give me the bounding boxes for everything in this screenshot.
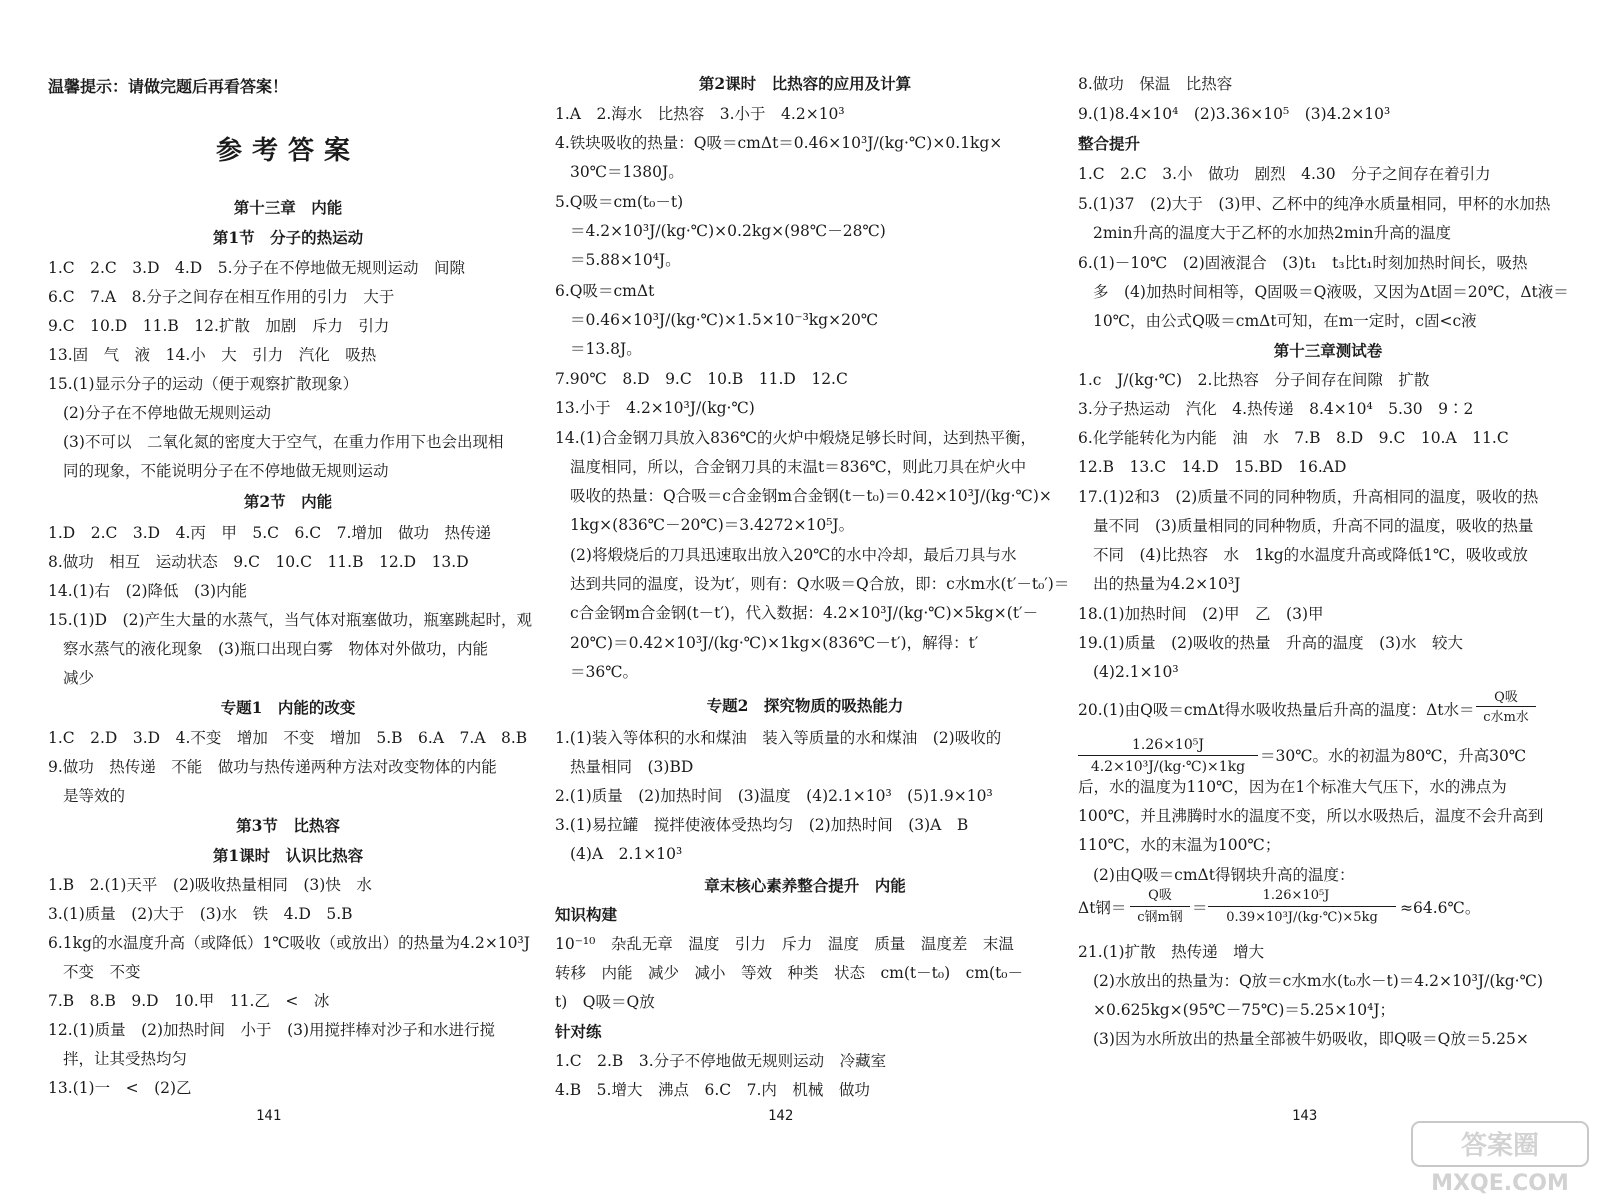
answer-line: 2min升高的温度大于乙杯的水加热2min升高的温度 <box>1093 224 1451 242</box>
answer-line: ＝36℃。 <box>570 663 639 681</box>
watermark-text: 答案圈 <box>1460 1131 1540 1161</box>
answer-line: ＝0.46×10³J/(kg·℃)×1.5×10⁻³kg×20℃ <box>570 311 879 329</box>
answer-line: Δt钢＝ <box>1078 899 1127 917</box>
answer-line: 察水蒸气的液化现象 (3)瓶口出现白雾 物体对外做功，内能 <box>63 640 488 658</box>
answer-line: 5.Q吸＝cm(t₀－t) <box>555 193 684 211</box>
answer-line: 是等效的 <box>63 787 126 805</box>
answer-line: 12.B 13.C 14.D 15.BD 16.AD <box>1078 458 1347 476</box>
answer-line: 吸收的热量：Q合吸＝c合金钢m合金钢(t－t₀)＝0.42×10³J/(kg·℃)× <box>570 487 1052 505</box>
fraction-bar <box>1208 906 1396 907</box>
answer-line: 拌，让其受热均匀 <box>63 1050 188 1068</box>
answer-line: 9.做功 热传递 不能 做功与热传递两种方法对改变物体的内能 <box>48 758 497 776</box>
page-number: 143 <box>1292 1108 1318 1124</box>
fraction-bar <box>1130 906 1190 907</box>
answer-line: 100℃，并且沸腾时水的温度不变，所以水吸热后，温度不会升高到 <box>1078 807 1544 825</box>
answer-line: ＝5.88×10⁴J。 <box>570 251 681 269</box>
answer-line: 15.(1)D (2)产生大量的水蒸气，当气体对瓶塞做功，瓶塞跳起时，观 <box>48 611 532 629</box>
answer-line: 热量相同 (3)BD <box>570 758 694 776</box>
fraction-denominator: 0.39×10³J/(kg·℃)×5kg <box>1226 910 1378 925</box>
answer-line: 19.(1)质量 (2)吸收的热量 升高的温度 (3)水 较大 <box>1078 634 1464 652</box>
fraction-bar <box>1078 755 1258 756</box>
answer-line: (3)因为水所放出的热量全部被牛奶吸收，即Q吸＝Q放＝5.25× <box>1093 1030 1529 1048</box>
answer-line: 12.(1)质量 (2)加热时间 小于 (3)用搅拌棒对沙子和水进行搅 <box>48 1021 496 1039</box>
answer-line: ＝30℃。水的初温为80℃，升高30℃ <box>1260 747 1527 765</box>
answer-line: 不变 不变 <box>63 963 141 981</box>
subsection-heading: 针对练 <box>555 1022 602 1041</box>
answer-line: 4.铁块吸收的热量：Q吸＝cmΔt＝0.46×10³J/(kg·℃)×0.1kg× <box>555 134 1003 152</box>
answer-line: 量不同 (3)质量相同的同种物质，升高不同的温度，吸收的热量 <box>1093 517 1534 535</box>
answer-line: 多 (4)加热时间相等，Q固吸＝Q液吸，又因为Δt固＝20℃，Δt液＝ <box>1093 283 1569 301</box>
answer-line: 8.做功 保温 比热容 <box>1078 75 1233 93</box>
answer-line: 6.Q吸＝cmΔt <box>555 282 655 300</box>
answer-line: 20.(1)由Q吸＝cmΔt得水吸收热量后升高的温度：Δt水＝ <box>1078 701 1475 719</box>
section-heading: 第2节 内能 <box>243 492 333 511</box>
answer-line: 15.(1)显示分子的运动（便于观察扩散现象） <box>48 375 359 393</box>
subsection-heading: 知识构建 <box>555 905 618 924</box>
tip-text: 温馨提示：请做完题后再看答案！ <box>48 77 289 96</box>
answer-line: 13.(1)一 < (2)乙 <box>48 1079 192 1097</box>
answer-line: 1.D 2.C 3.D 4.丙 甲 5.C 6.C 7.增加 做功 热传递 <box>48 524 491 542</box>
answer-line: 4.B 5.增大 沸点 6.C 7.内 机械 做功 <box>555 1081 870 1099</box>
answer-line: 达到共同的温度，设为t′，则有：Q水吸＝Q合放，即：c水m水(t′－t₀′)＝ <box>570 575 1070 593</box>
answer-line: 2.(1)质量 (2)加热时间 (3)温度 (4)2.1×10³ (5)1.9×10³ <box>555 787 993 805</box>
answer-line: (4)A 2.1×10³ <box>570 845 683 863</box>
answer-line: t) Q吸＝Q放 <box>555 993 655 1011</box>
answer-line: (2)分子在不停地做无规则运动 <box>63 404 271 422</box>
answer-line: 不同 (4)比热容 水 1kg的水温度升高或降低1℃，吸收或放 <box>1093 546 1528 564</box>
answer-line: 1.B 2.(1)天平 (2)吸收热量相同 (3)快 水 <box>48 876 372 894</box>
answer-line: 21.(1)扩散 热传递 增大 <box>1078 943 1265 961</box>
test-heading: 第十三章测试卷 <box>1273 341 1383 360</box>
answer-line: 出的热量为4.2×10³J <box>1093 575 1241 593</box>
review-heading: 章末核心素养整合提升 内能 <box>704 876 906 895</box>
answer-line: ＝4.2×10³J/(kg·℃)×0.2kg×(98℃－28℃) <box>570 222 886 240</box>
answer-line: 13.固 气 液 14.小 大 引力 汽化 吸热 <box>48 346 377 364</box>
answer-line: 同的现象，不能说明分子在不停地做无规则运动 <box>63 462 389 480</box>
section-heading: 第3节 比热容 <box>236 816 340 835</box>
equals-sign: ＝ <box>1192 899 1208 917</box>
fraction-denominator: c水m水 <box>1483 710 1529 725</box>
answer-line: 7.90℃ 8.D 9.C 10.B 11.D 12.C <box>555 370 848 388</box>
answer-line: 后，水的温度为110℃，因为在1个标准大气压下，水的沸点为 <box>1078 778 1507 796</box>
column-page-142 <box>555 0 1070 1200</box>
section-heading: 第1节 分子的热运动 <box>212 228 364 247</box>
page-title: 参考答案 <box>215 136 360 166</box>
answer-line: 1.C 2.D 3.D 4.不变 增加 不变 增加 5.B 6.A 7.A 8.B <box>48 729 528 747</box>
fraction-numerator: 1.26×10⁵J <box>1132 737 1204 753</box>
answer-line: 3.(1)易拉罐 搅拌使液体受热均匀 (2)加热时间 (3)A B <box>555 816 969 834</box>
answer-line: ×0.625kg×(95℃－75℃)＝5.25×10⁴J； <box>1093 1001 1396 1019</box>
answer-line: (2)水放出的热量为：Q放＝c水m水(t₀水－t)＝4.2×10³J/(kg·℃) <box>1093 972 1543 990</box>
answer-line: ≈64.6℃。 <box>1400 899 1481 917</box>
answer-line: (3)不可以 二氧化氮的密度大于空气，在重力作用下也会出现相 <box>63 433 504 451</box>
answer-line: c合金钢m合金钢(t－t′)，代入数据：4.2×10³J/(kg·℃)×5kg×(t′－ <box>570 604 1039 622</box>
lesson-heading: 第1课时 认识比热容 <box>212 846 364 865</box>
column-page-143 <box>1078 0 1578 1200</box>
answer-line: (4)2.1×10³ <box>1093 663 1179 681</box>
answer-line: 6.C 7.A 8.分子之间存在相互作用的引力 大于 <box>48 288 395 306</box>
page-number: 141 <box>256 1108 282 1124</box>
chapter-heading: 第十三章 内能 <box>233 198 343 217</box>
answer-line: 1.c J/(kg·℃) 2.比热容 分子间存在间隙 扩散 <box>1078 371 1430 389</box>
answer-line: 3.分子热运动 汽化 4.热传递 8.4×10⁴ 5.30 9∶2 <box>1078 400 1474 418</box>
page-number: 142 <box>768 1108 794 1124</box>
fraction-denominator: c钢m钢 <box>1137 910 1183 925</box>
answer-line: 13.小于 4.2×10³J/(kg·℃) <box>555 399 755 417</box>
fraction-numerator: Q吸 <box>1494 690 1518 705</box>
answer-line: 9.(1)8.4×10⁴ (2)3.36×10⁵ (3)4.2×10³ <box>1078 105 1391 123</box>
answer-line: 6.化学能转化为内能 油 水 7.B 8.D 9.C 10.A 11.C <box>1078 429 1509 447</box>
answer-line: 9.C 10.D 11.B 12.扩散 加剧 斥力 引力 <box>48 317 390 335</box>
answer-line: 18.(1)加热时间 (2)甲 乙 (3)甲 <box>1078 605 1324 623</box>
fraction-numerator: 1.26×10⁵J <box>1262 888 1330 903</box>
answer-line: 14.(1)合金钢刀具放入836℃的火炉中煅烧足够长时间，达到热平衡， <box>555 429 1037 447</box>
answer-line: 6.1kg的水温度升高（或降低）1℃吸收（或放出）的热量为4.2×10³J <box>48 934 530 952</box>
lesson-heading: 第2课时 比热容的应用及计算 <box>698 74 912 93</box>
answer-line: 10⁻¹⁰ 杂乱无章 温度 引力 斥力 温度 质量 温度差 末温 <box>555 935 1014 953</box>
answer-line: 温度相同，所以，合金钢刀具的末温t＝836℃，则此刀具在炉火中 <box>570 458 1027 476</box>
answer-line: (2)由Q吸＝cmΔt得钢块升高的温度： <box>1093 866 1355 884</box>
column-page-141 <box>48 0 532 1200</box>
answer-line: 6.(1)－10℃ (2)固液混合 (3)t₁ t₃比t₁时刻加热时间长，吸热 <box>1078 254 1528 272</box>
answer-line: 110℃，水的末温为100℃； <box>1078 836 1281 854</box>
answer-line: 30℃＝1380J。 <box>570 163 684 181</box>
answer-line: 1.(1)装入等体积的水和煤油 装入等质量的水和煤油 (2)吸收的 <box>555 729 1002 747</box>
fraction-numerator: Q吸 <box>1148 888 1172 903</box>
answer-line: 1.C 2.C 3.小 做功 剧烈 4.30 分子之间存在着引力 <box>1078 165 1491 183</box>
answer-line: 20℃)＝0.42×10³J/(kg·℃)×1kg×(836℃－t′)，解得：t′ <box>570 634 979 652</box>
answer-line: 转移 内能 减少 减小 等效 种类 状态 cm(t－t₀) cm(t₀－ <box>555 964 1024 982</box>
fraction-denominator: 4.2×10³J/(kg·℃)×1kg <box>1090 759 1246 775</box>
answer-line: ＝13.8J。 <box>570 340 642 358</box>
topic-heading: 专题1 内能的改变 <box>220 698 356 717</box>
topic-heading: 专题2 探究物质的吸热能力 <box>706 696 904 715</box>
subsection-heading: 整合提升 <box>1078 134 1141 153</box>
answer-line: 1kg×(836℃－20℃)＝3.4272×10⁵J。 <box>570 516 855 534</box>
answer-line: 14.(1)右 (2)降低 (3)内能 <box>48 582 248 600</box>
answer-line: 1.C 2.B 3.分子不停地做无规则运动 冷藏室 <box>555 1052 887 1070</box>
answer-line: 3.(1)质量 (2)大于 (3)水 铁 4.D 5.B <box>48 905 353 923</box>
answer-line: 8.做功 相互 运动状态 9.C 10.C 11.B 12.D 13.D <box>48 553 469 571</box>
watermark-logo <box>1410 1118 1590 1198</box>
answer-line: 10℃，由公式Q吸＝cmΔt可知，在m一定时，c固<c液 <box>1093 312 1477 330</box>
answer-line: 减少 <box>63 669 95 687</box>
answer-line: 1.A 2.海水 比热容 3.小于 4.2×10³ <box>555 105 845 123</box>
answer-line: 7.B 8.B 9.D 10.甲 11.乙 < 冰 <box>48 992 330 1010</box>
answer-line: 1.C 2.C 3.D 4.D 5.分子在不停地做无规则运动 间隙 <box>48 259 466 277</box>
answer-line: (2)将煅烧后的刀具迅速取出放入20℃的水中冷却，最后刀具与水 <box>570 546 1017 564</box>
watermark-domain: MXQE.COM <box>1431 1171 1569 1196</box>
answer-line: 5.(1)37 (2)大于 (3)甲、乙杯中的纯净水质量相同，甲杯的水加热 <box>1078 195 1551 213</box>
answer-line: 17.(1)2和3 (2)质量不同的同种物质，升高相同的温度，吸收的热 <box>1078 488 1539 506</box>
fraction-bar <box>1476 706 1536 707</box>
